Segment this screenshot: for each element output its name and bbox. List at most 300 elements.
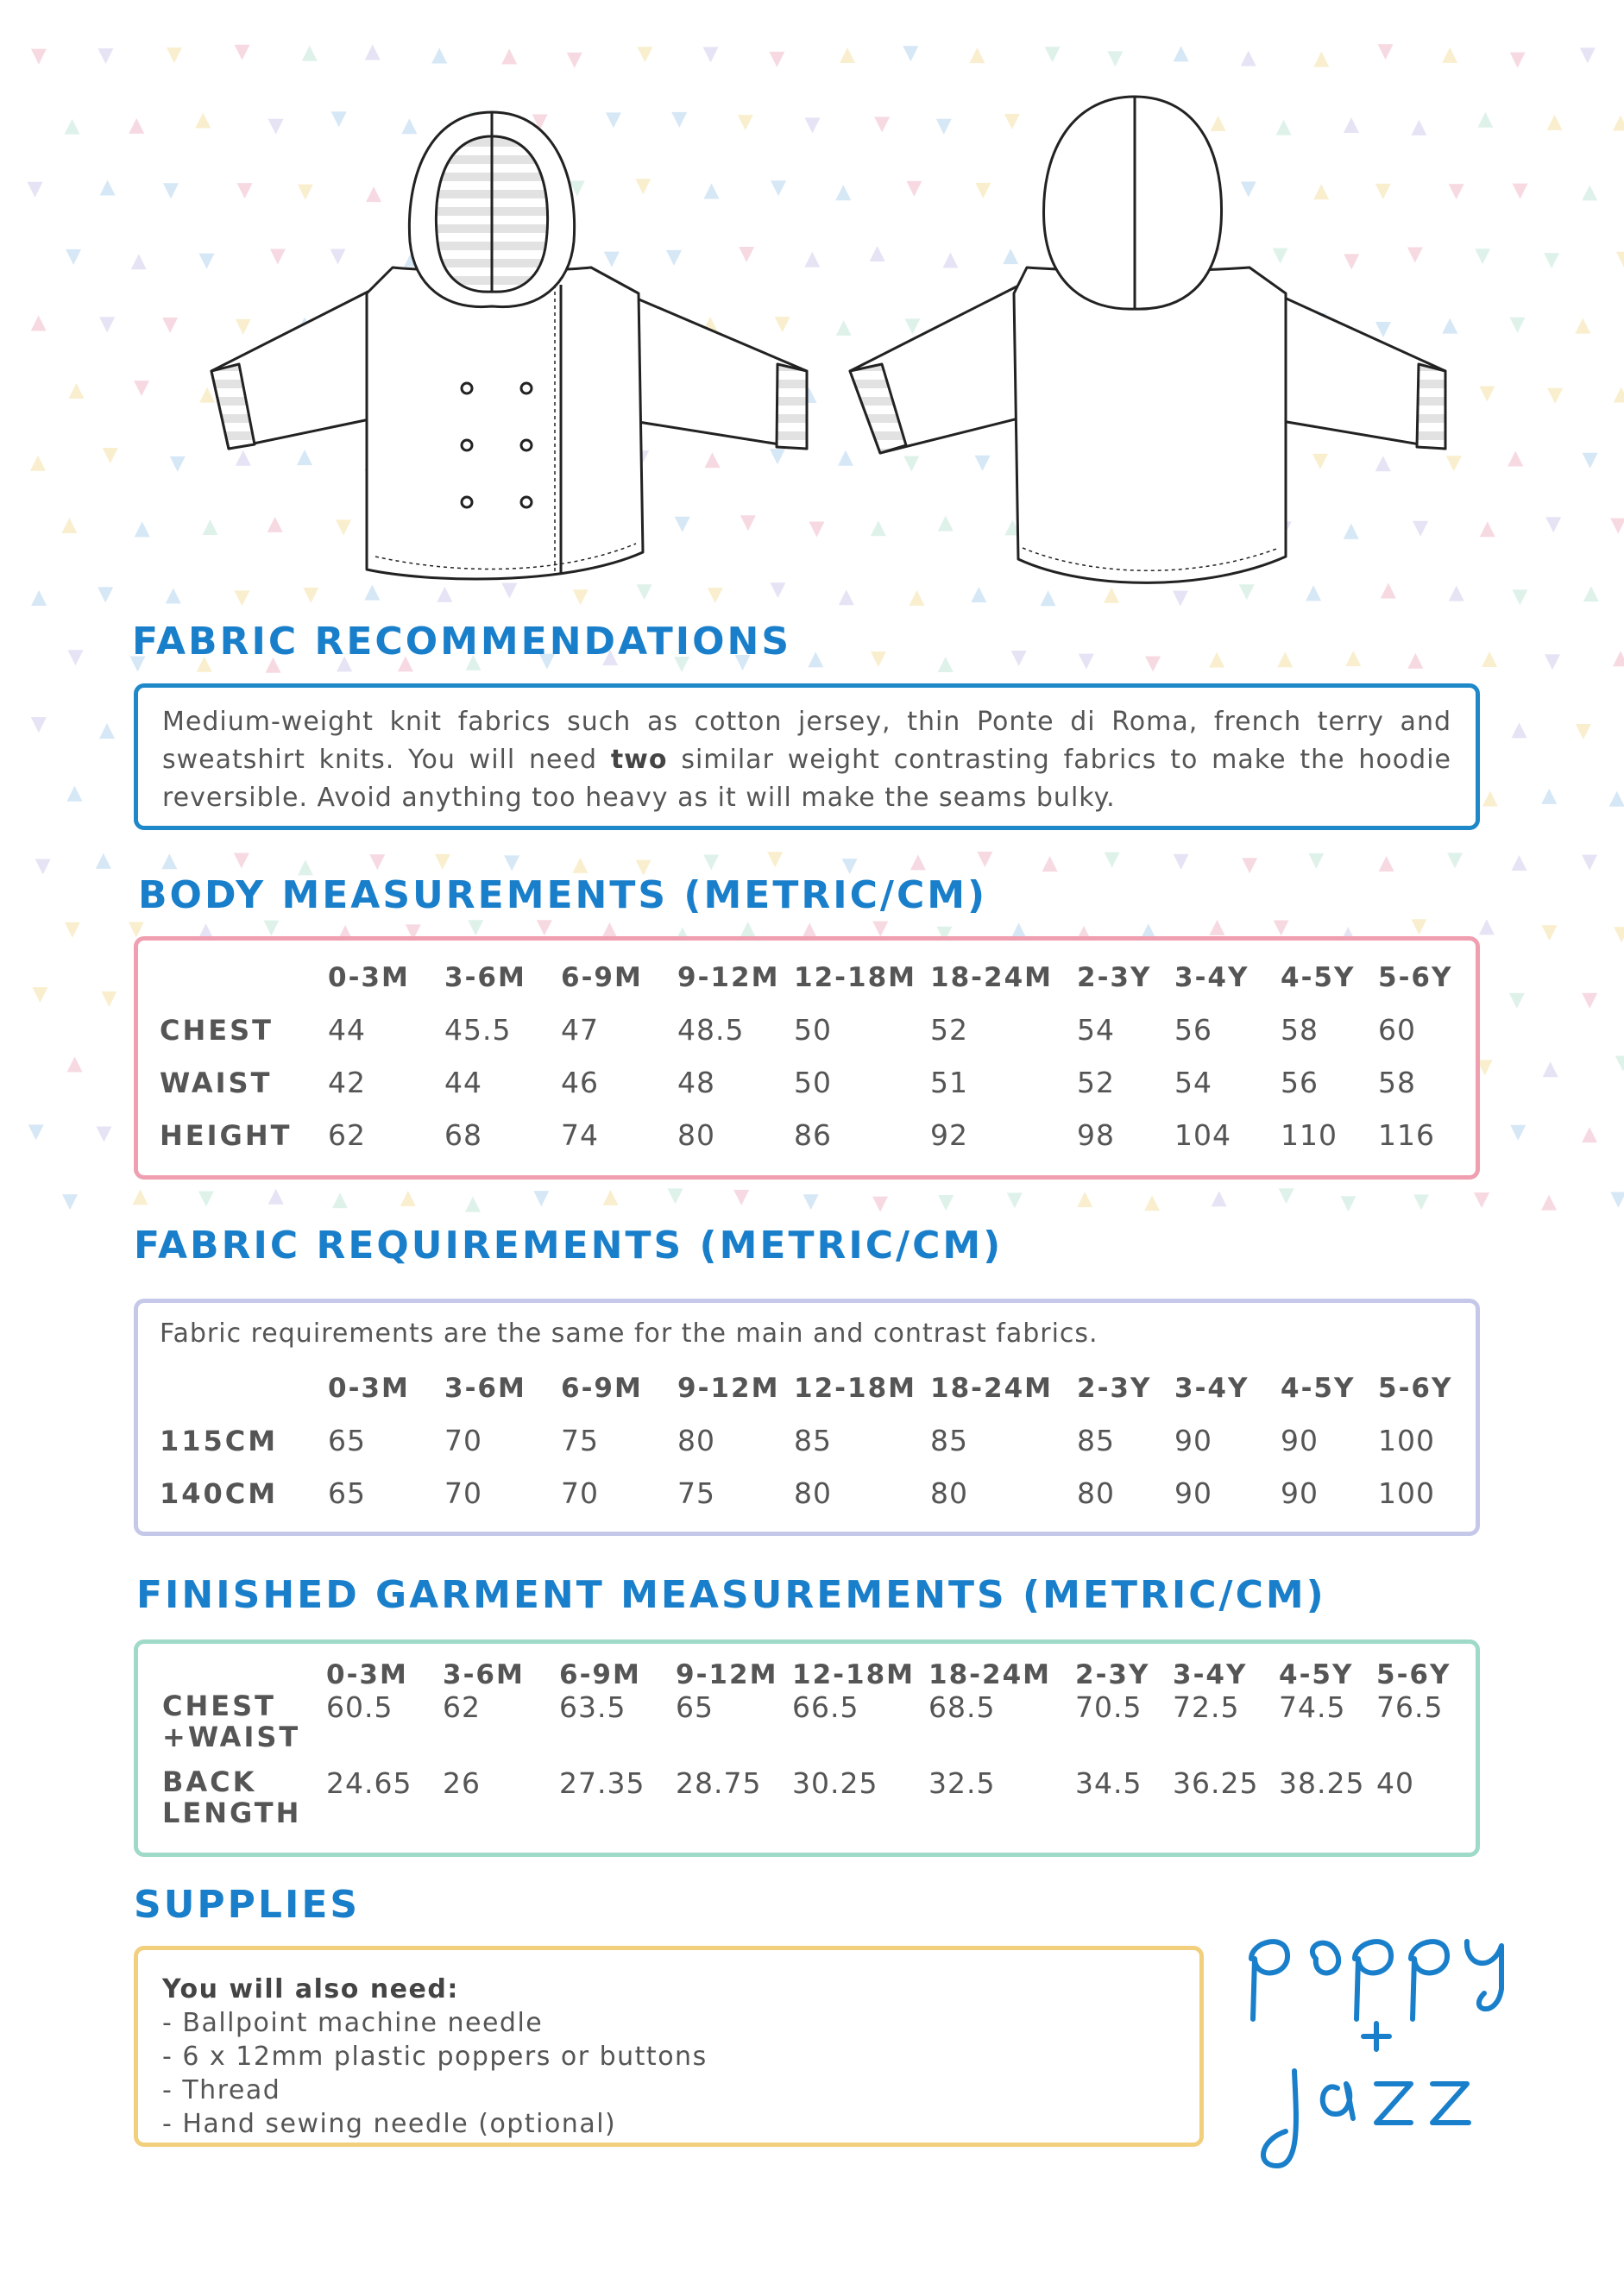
background-triangle — [435, 854, 450, 870]
cell-value: 85 — [794, 1424, 832, 1457]
fabric-rec-text-part2: similar weight contrasting fabrics to make the hoodie reversible. Avoid anything too heavy as it will make the seams bulky. — [162, 745, 1451, 813]
row-label: 115CM — [160, 1424, 279, 1457]
background-triangle — [637, 47, 652, 62]
row-label-line1: BACK — [162, 1765, 257, 1798]
background-triangle — [99, 317, 115, 332]
background-triangle — [703, 854, 719, 870]
size-header-9-12M: 9-12M — [677, 961, 780, 993]
finished-garment-table — [162, 1659, 1463, 1842]
row-label: HEIGHT — [160, 1118, 293, 1152]
table-corner-cell — [160, 1362, 328, 1414]
cell-value: 46 — [561, 1066, 599, 1099]
background-triangle — [369, 854, 385, 870]
background-triangle — [910, 854, 926, 870]
background-triangle — [1482, 790, 1498, 806]
background-triangle — [1279, 1188, 1294, 1204]
size-header-2-3Y: 2-3Y — [1077, 1372, 1152, 1404]
background-triangle — [1583, 586, 1599, 601]
background-triangle — [1411, 919, 1426, 934]
background-triangle — [504, 855, 519, 871]
background-triangle — [96, 1127, 111, 1142]
fabric-requirements-note: Fabric requirements are the same for the main and contrast fabrics. — [160, 1318, 1098, 1349]
background-triangle — [302, 46, 318, 61]
cell-value: 90 — [1281, 1476, 1319, 1510]
background-triangle — [62, 1194, 78, 1210]
hoodie-back-illustration — [837, 86, 1467, 595]
table-row — [160, 1109, 1464, 1161]
background-triangle — [1212, 1191, 1227, 1206]
finished-garment-panel — [134, 1639, 1480, 1857]
background-triangle — [1575, 318, 1590, 334]
row-label-line2: LENGTH — [162, 1797, 302, 1829]
background-triangle — [1145, 657, 1161, 672]
cell-value: 52 — [1077, 1066, 1115, 1099]
cell-value: 54 — [1174, 1066, 1212, 1099]
cell-value: 38.25 — [1279, 1766, 1365, 1800]
background-triangle — [96, 853, 111, 869]
cell-value: 50 — [794, 1066, 832, 1099]
size-header-6-9M: 6-9M — [561, 1372, 643, 1404]
size-header-6-9M: 6-9M — [559, 1659, 641, 1690]
supplies-list — [162, 2006, 1175, 2141]
background-triangle — [131, 254, 147, 269]
background-triangle — [872, 1197, 888, 1212]
cell-value: 66.5 — [792, 1690, 859, 1724]
background-triangle — [468, 920, 483, 935]
table-header-row — [162, 1659, 1463, 1690]
background-triangle — [501, 49, 517, 65]
row-label: WAIST — [160, 1066, 273, 1099]
background-triangle — [400, 1191, 416, 1206]
background-triangle — [938, 657, 954, 672]
size-header-0-3M: 0-3M — [328, 1372, 410, 1404]
background-triangle — [1079, 654, 1094, 670]
cell-value: 48 — [677, 1066, 715, 1099]
supplies-heading: SUPPLIES — [134, 1883, 361, 1927]
cell-value: 75 — [561, 1424, 599, 1457]
size-header-3-6M: 3-6M — [443, 1659, 525, 1690]
background-triangle — [1509, 993, 1525, 1009]
cell-value: 70 — [444, 1476, 482, 1510]
size-header-5-6Y: 5-6Y — [1378, 961, 1453, 993]
background-triangle — [31, 590, 47, 606]
table-row — [160, 1056, 1464, 1109]
background-triangle — [840, 47, 855, 63]
background-triangle — [938, 1195, 954, 1211]
background-triangle — [65, 119, 80, 135]
fabric-rec-text-part1: Medium-weight knit fabrics such as cotton jersey, thin Ponte di Roma, french terry and sweatshirt knits. You will need — [162, 707, 1451, 775]
cell-value: 40 — [1376, 1766, 1414, 1800]
supplies-subheading: You will also need: — [162, 1974, 459, 2004]
table-corner-cell — [162, 1659, 326, 1690]
background-triangle — [1277, 651, 1293, 667]
background-triangle — [1510, 1125, 1526, 1141]
poppy-jazz-logo — [1234, 1907, 1536, 2183]
background-triangle — [733, 1190, 749, 1205]
background-triangle — [1340, 1196, 1356, 1211]
background-triangle — [129, 118, 144, 134]
background-triangle — [1582, 993, 1597, 1009]
fabric-recommendations-text — [162, 703, 1451, 817]
background-triangle — [1174, 854, 1189, 870]
table-row — [162, 1690, 1463, 1766]
background-triangle — [332, 1192, 348, 1208]
size-header-6-9M: 6-9M — [561, 961, 643, 993]
cell-value: 44 — [328, 1013, 366, 1047]
background-triangle — [129, 922, 144, 937]
cell-value: 48.5 — [677, 1013, 745, 1047]
background-triangle — [65, 922, 80, 938]
cell-value: 76.5 — [1376, 1690, 1444, 1724]
background-triangle — [1613, 115, 1624, 130]
background-triangle — [1479, 387, 1495, 402]
background-triangle — [98, 48, 113, 64]
background-triangle — [567, 53, 582, 68]
background-triangle — [1242, 858, 1257, 873]
cell-value: 63.5 — [559, 1690, 626, 1724]
supplies-item: - Hand sewing needle (optional) — [162, 2109, 617, 2139]
cell-value: 86 — [794, 1118, 832, 1152]
background-triangle — [1475, 249, 1490, 264]
background-triangle — [28, 182, 43, 198]
background-triangle — [170, 456, 186, 472]
size-header-4-5Y: 4-5Y — [1279, 1659, 1354, 1690]
background-triangle — [803, 1194, 819, 1210]
background-triangle — [1541, 789, 1557, 804]
cell-value: 104 — [1174, 1118, 1231, 1152]
table-row — [160, 1004, 1464, 1056]
cell-value: 65 — [328, 1424, 366, 1457]
cell-value: 54 — [1077, 1013, 1115, 1047]
background-triangle — [1545, 517, 1561, 532]
cell-value: 60 — [1378, 1013, 1416, 1047]
cell-value: 36.25 — [1173, 1766, 1259, 1800]
background-triangle — [31, 316, 47, 331]
background-triangle — [67, 650, 83, 665]
table-corner-cell — [160, 951, 328, 1004]
cell-value: 58 — [1378, 1066, 1416, 1099]
cell-value: 58 — [1281, 1013, 1319, 1047]
row-label — [162, 1690, 326, 1766]
table-header-row — [160, 1362, 1464, 1414]
body-measurements-table — [160, 951, 1464, 1161]
supplies-item: - 6 x 12mm plastic poppers or buttons — [162, 2042, 708, 2072]
background-triangle — [903, 46, 918, 61]
fabric-requirements-heading: FABRIC REQUIREMENTS (METRIC/CM) — [134, 1224, 1004, 1268]
background-triangle — [1480, 521, 1495, 537]
background-triangle — [263, 921, 279, 936]
background-triangle — [1610, 519, 1624, 534]
background-triangle — [30, 456, 46, 471]
table-header-row — [160, 951, 1464, 1004]
background-triangle — [1544, 253, 1559, 268]
background-triangle — [871, 651, 886, 667]
background-triangle — [31, 49, 47, 65]
background-triangle — [1442, 47, 1457, 63]
background-triangle — [234, 853, 249, 868]
cell-value: 50 — [794, 1013, 832, 1047]
background-triangle — [1545, 654, 1560, 670]
cell-value: 100 — [1378, 1476, 1435, 1510]
cell-value: 24.65 — [326, 1766, 412, 1800]
background-triangle — [1511, 855, 1526, 871]
cell-value: 26 — [443, 1766, 481, 1800]
background-triangle — [1541, 1195, 1557, 1211]
background-triangle — [365, 45, 381, 60]
background-triangle — [533, 1191, 549, 1206]
cell-value: 80 — [1077, 1476, 1115, 1510]
background-triangle — [1413, 1194, 1429, 1210]
cell-value: 75 — [677, 1476, 715, 1510]
background-triangle — [1614, 387, 1624, 403]
cell-value: 74.5 — [1279, 1690, 1346, 1724]
background-triangle — [1077, 1192, 1092, 1207]
background-triangle — [1543, 1061, 1558, 1077]
size-header-4-5Y: 4-5Y — [1281, 961, 1356, 993]
background-triangle — [1512, 589, 1527, 605]
background-triangle — [1345, 651, 1361, 666]
size-header-5-6Y: 5-6Y — [1378, 1372, 1453, 1404]
background-triangle — [1107, 51, 1123, 66]
background-triangle — [465, 1197, 481, 1212]
cell-value: 110 — [1281, 1118, 1338, 1152]
background-triangle — [1610, 1192, 1624, 1208]
cell-value: 116 — [1378, 1118, 1435, 1152]
background-triangle — [872, 922, 888, 937]
size-header-5-6Y: 5-6Y — [1376, 1659, 1451, 1690]
size-header-18-24M: 18-24M — [930, 961, 1053, 993]
cell-value: 47 — [561, 1013, 599, 1047]
background-triangle — [235, 45, 250, 60]
cell-value: 27.35 — [559, 1766, 645, 1800]
cell-value: 70.5 — [1075, 1690, 1142, 1724]
background-triangle — [101, 991, 116, 1007]
finished-garment-heading: FINISHED GARMENT MEASUREMENTS (METRIC/CM) — [136, 1573, 1326, 1617]
cell-value: 42 — [328, 1066, 366, 1099]
background-triangle — [977, 852, 992, 867]
fabric-requirements-table — [160, 1362, 1464, 1520]
cell-value: 90 — [1281, 1424, 1319, 1457]
supplies-panel — [134, 1946, 1204, 2147]
background-triangle — [133, 1189, 148, 1205]
background-triangle — [98, 587, 113, 602]
background-triangle — [1045, 47, 1061, 62]
background-triangle — [134, 381, 149, 396]
background-triangle — [1583, 453, 1598, 469]
cell-value: 51 — [930, 1066, 968, 1099]
fabric-recommendations-heading: FABRIC RECOMMENDATIONS — [132, 620, 792, 664]
background-triangle — [1547, 115, 1563, 130]
background-triangle — [1580, 47, 1596, 63]
background-triangle — [1542, 925, 1558, 941]
background-triangle — [842, 859, 858, 874]
cell-value: 56 — [1281, 1066, 1319, 1099]
cell-value: 80 — [677, 1118, 715, 1152]
background-triangle — [1510, 53, 1526, 68]
size-header-3-6M: 3-6M — [444, 961, 526, 993]
cell-value: 92 — [930, 1118, 968, 1152]
row-label-line2: +WAIST — [162, 1721, 301, 1753]
row-label — [162, 1766, 326, 1842]
background-triangle — [572, 858, 588, 873]
row-label: CHEST — [160, 1013, 274, 1047]
background-triangle — [67, 1056, 83, 1072]
background-triangle — [1512, 722, 1527, 738]
row-label-line1: CHEST — [162, 1690, 276, 1722]
background-triangle — [161, 853, 177, 869]
size-header-18-24M: 18-24M — [928, 1659, 1051, 1690]
body-measurements-panel — [134, 936, 1480, 1180]
background-triangle — [1513, 184, 1528, 199]
background-triangle — [1474, 1192, 1489, 1208]
table-row — [160, 1414, 1464, 1467]
background-triangle — [1378, 44, 1394, 60]
supplies-item: - Ballpoint machine needle — [162, 2008, 544, 2038]
background-triangle — [1241, 51, 1256, 66]
background-triangle — [66, 786, 82, 802]
cell-value: 74 — [561, 1118, 599, 1152]
background-triangle — [103, 448, 118, 463]
background-triangle — [99, 723, 115, 739]
fabric-rec-text-bold: two — [610, 745, 668, 775]
cell-value: 85 — [1077, 1424, 1115, 1457]
size-header-2-3Y: 2-3Y — [1075, 1659, 1150, 1690]
cell-value: 70 — [561, 1476, 599, 1510]
background-triangle — [163, 183, 179, 198]
size-header-4-5Y: 4-5Y — [1281, 1372, 1356, 1404]
background-triangle — [66, 249, 81, 265]
background-triangle — [1011, 651, 1027, 666]
background-triangle — [100, 180, 116, 196]
background-triangle — [1582, 1127, 1597, 1142]
background-triangle — [1510, 318, 1526, 333]
cell-value: 70 — [444, 1424, 482, 1457]
cell-value: 68 — [444, 1118, 482, 1152]
background-triangle — [1615, 1056, 1624, 1072]
background-triangle — [668, 1188, 683, 1204]
background-triangle — [1616, 252, 1624, 267]
background-triangle — [1477, 112, 1493, 128]
cell-value: 62 — [443, 1690, 481, 1724]
size-header-3-6M: 3-6M — [444, 1372, 526, 1404]
background-triangle — [1479, 919, 1495, 934]
background-triangle — [1379, 856, 1394, 872]
fabric-requirements-panel — [134, 1299, 1480, 1536]
table-row — [162, 1766, 1463, 1842]
background-triangle — [767, 852, 783, 867]
background-triangle — [1407, 653, 1423, 669]
background-triangle — [1174, 46, 1189, 61]
cell-value: 90 — [1174, 1476, 1212, 1510]
cell-value: 80 — [677, 1424, 715, 1457]
background-triangle — [268, 1189, 284, 1205]
size-header-0-3M: 0-3M — [326, 1659, 408, 1690]
table-row — [160, 1467, 1464, 1520]
background-triangle — [1547, 388, 1563, 404]
cell-value: 68.5 — [928, 1690, 996, 1724]
background-triangle — [808, 651, 823, 667]
cell-value: 80 — [794, 1476, 832, 1510]
cell-value: 65 — [676, 1690, 714, 1724]
background-triangle — [1105, 853, 1120, 868]
background-triangle — [603, 1190, 619, 1205]
background-triangle — [1313, 52, 1329, 67]
size-header-3-4Y: 3-4Y — [1174, 1372, 1249, 1404]
background-triangle — [1274, 920, 1289, 935]
cell-value: 32.5 — [928, 1766, 996, 1800]
background-triangle — [969, 47, 985, 63]
cell-value: 100 — [1378, 1424, 1435, 1457]
size-header-0-3M: 0-3M — [328, 961, 410, 993]
background-triangle — [1209, 652, 1224, 668]
background-triangle — [1609, 791, 1624, 807]
row-label: 140CM — [160, 1476, 279, 1510]
background-triangle — [1582, 185, 1597, 200]
cell-value: 52 — [930, 1013, 968, 1047]
background-triangle — [32, 987, 47, 1003]
cell-value: 72.5 — [1173, 1690, 1240, 1724]
size-header-9-12M: 9-12M — [676, 1659, 778, 1690]
background-triangle — [1209, 920, 1224, 935]
background-triangle — [1007, 1192, 1023, 1208]
size-header-3-4Y: 3-4Y — [1173, 1659, 1248, 1690]
background-triangle — [1447, 853, 1463, 868]
cell-value: 98 — [1077, 1118, 1115, 1152]
cell-value: 30.25 — [792, 1766, 878, 1800]
background-triangle — [1613, 651, 1624, 666]
background-triangle — [1582, 855, 1597, 871]
cell-value: 34.5 — [1075, 1766, 1142, 1800]
cell-value: 44 — [444, 1066, 482, 1099]
size-header-3-4Y: 3-4Y — [1174, 961, 1249, 993]
background-triangle — [1308, 853, 1324, 869]
background-triangle — [198, 1191, 214, 1206]
background-triangle — [1508, 450, 1523, 466]
background-triangle — [703, 47, 719, 63]
hoodie-front-illustration — [194, 86, 824, 595]
supplies-item: - Thread — [162, 2075, 281, 2105]
size-header-18-24M: 18-24M — [930, 1372, 1053, 1404]
size-header-2-3Y: 2-3Y — [1077, 961, 1152, 993]
cell-value: 65 — [328, 1476, 366, 1510]
cell-value: 28.75 — [676, 1766, 762, 1800]
background-triangle — [166, 588, 181, 604]
cell-value: 90 — [1174, 1424, 1212, 1457]
cell-value: 85 — [930, 1424, 968, 1457]
background-triangle — [1144, 1195, 1160, 1211]
background-triangle — [769, 52, 784, 67]
background-triangle — [1482, 651, 1497, 667]
background-triangle — [162, 318, 178, 333]
size-header-9-12M: 9-12M — [677, 1372, 780, 1404]
background-triangle — [61, 518, 77, 533]
background-triangle — [740, 922, 756, 937]
background-triangle — [537, 920, 552, 935]
cell-value: 60.5 — [326, 1690, 393, 1724]
cell-value: 80 — [930, 1476, 968, 1510]
background-triangle — [1042, 856, 1058, 872]
cell-value: 56 — [1174, 1013, 1212, 1047]
cell-value: 62 — [328, 1118, 366, 1152]
background-triangle — [167, 47, 182, 63]
fabric-recommendations-panel — [134, 683, 1480, 830]
background-triangle — [431, 47, 447, 63]
background-triangle — [68, 383, 84, 399]
background-triangle — [1576, 724, 1591, 739]
cell-value: 45.5 — [444, 1013, 512, 1047]
size-header-12-18M: 12-18M — [792, 1659, 915, 1690]
body-measurements-heading: BODY MEASUREMENTS (METRIC/CM) — [138, 873, 988, 917]
